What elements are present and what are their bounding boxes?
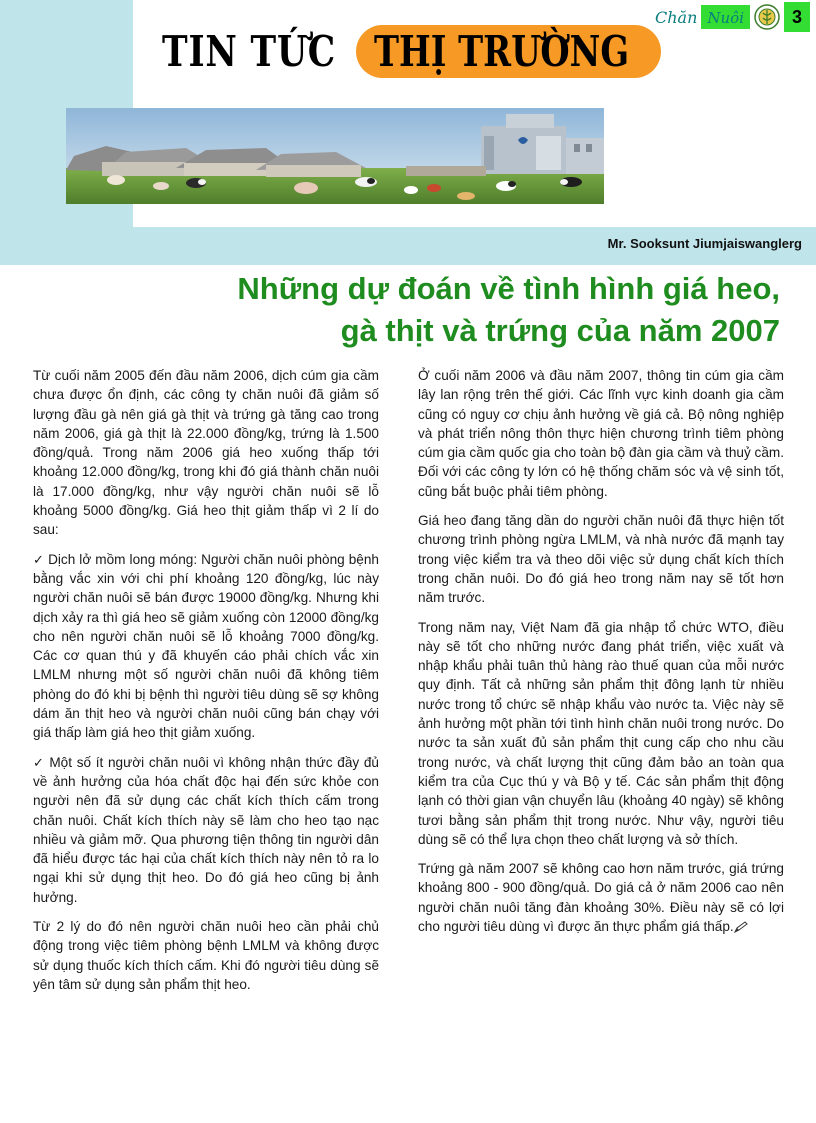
publication-brand [655, 2, 810, 32]
page-number: 3 [784, 2, 810, 32]
farm-illustration [66, 108, 604, 204]
bullet-text: Một số ít người chăn nuôi vì không nhận thức đầy đủ về ảnh hưởng của hóa chất độc hại đến sức khỏe con người nên đã sử dụng các chất kích thích cấm trong chăn nuôi. Chất kích thích này sẽ làm cho heo tạo nạc nhiều và giảm mỡ. Qua phương tiện thông tin người dân đã hiểu được tác hại của chất kích thích này nên tỏ ra lo ngại khi sử dụng thịt heo. Do đó giá heo cũng bị ảnh hưởng. [33, 754, 379, 905]
paragraph: Từ 2 lý do đó nên người chăn nuôi heo cần phải chủ động trong việc tiêm phòng bệnh LMLM và không được sử dụng thuốc kích thích cấm. Khi đó người tiêu dùng sẽ yên tâm sử dụng sản phẩm thịt heo. [33, 919, 379, 992]
paragraph: Từ cuối năm 2005 đến đầu năm 2006, dịch cúm gia cầm chưa được ổn định, các công ty chăn nuôi đã giảm số lượng đầu gà nên giá gà thịt và trứng gà tăng cao trong năm 2006, giá gà thịt là 22.000 đồng/kg, trứng là 1.500 đồng/quả. Trong năm 2006 giá heo xuống thấp tới khoảng 12.000 đồng/kg, trong khi đó giá thành chăn nuôi là 17.000 đồng/kg, như vậy người chăn nuôi sẽ lỗ khoảng 5000 đồng/kg. Giá heo thịt giảm thấp vì 2 lí do sau: [33, 368, 379, 538]
article-headline [120, 268, 780, 352]
article-column-right [418, 366, 784, 946]
paragraph: Trong năm nay, Việt Nam đã gia nhập tổ chức WTO, điều này sẽ tốt cho những nước đang phát triển, việc xuất và nhập khẩu phải tuân thủ hàng rào thuế quan của mỗi nước quy định. Tất cả những sản phẩm thịt đông lạnh từ nhiều nước trong tổ chức sẽ nhập khẩu vào nước ta. Việc này sẽ ảnh hưởng một phần tới tình hình chăn nuôi trong nước. Do nước ta sản xuất đủ sản phẩm thịt cung cấp cho nhu cầu trong nước, và chất lượng thịt cũng đảm bảo an toàn qua kiểm tra của Cục thú y và Bộ y tế. Các sản phẩm thịt động lạnh có thời gian vận chuyển lâu (khoảng 40 ngày) sẽ không tươi bằng sản phẩm thịt trong nước. Như vậy, người tiêu dùng sẽ có thể lựa chọn theo chất lượng và sở thích. [418, 619, 784, 847]
closing-text: Trứng gà năm 2007 sẽ không cao hơn năm trước, giá trứng khoảng 800 - 900 đồng/quả. Do giá cả ở năm 2006 cao nên người chăn nuôi tăng đàn khoảng 30%. Điều này sẽ có lợi cho người tiêu dùng vì được ăn thực phẩm giá thấp. [418, 861, 784, 935]
headline-line-1: Những dự đoán về tình hình giá heo, [237, 271, 780, 306]
checkmark-icon: ✓ [33, 754, 50, 770]
farm-photo [66, 108, 604, 204]
brand-word-2: Nuôi [701, 5, 750, 29]
paragraph: Ở cuối năm 2006 và đầu năm 2007, thông tin cúm gia cầm lây lan rộng trên thế giới. Các lĩnh vực kinh doanh gia cầm cũng có nguy cơ chịu ảnh hưởng về giá cả. Bộ nông nghiệp và phát triển nông thôn thực hiện chương trình tiêm phòng cúm gia cầm quốc gia cho toàn bộ đàn gia cầm và thuỷ cầm. Đối với các công ty lớn có hệ thống chăm sóc và vệ sinh tốt, cũng bắt buộc phải tiêm phòng. [418, 368, 784, 499]
brand-word-1: Chăn [654, 7, 698, 27]
headline-line-2: gà thịt và trứng của năm 2007 [340, 313, 780, 348]
paragraph: Giá heo đang tăng dần do người chăn nuôi đã thực hiện tốt chương trình phòng ngừa LMLM, và nhà nước đã mạnh tay trong việc kiểm tra và theo dõi việc sử dụng chất kích thích trong chăn nuôi. Do đó giá heo trong năm nay sẽ tốt hơn năm trước. [418, 513, 784, 606]
paragraph [418, 859, 784, 936]
section-title-part2: THỊ TRƯỜNG [374, 26, 630, 76]
bullet-paragraph [33, 550, 379, 743]
article-column-left [33, 366, 379, 1004]
bullet-text: Dịch lở mồm long móng: Người chăn nuôi phòng bệnh bằng vắc xin với chi phí khoảng 120 đồng/kg, lúc này người chăn nuôi sẽ bán được 19000 đồng/kg. Nhưng khi dịch xảy ra thì giá heo sẽ giảm xuống còn 12000 đồng/kg cho nên người chăn nuôi sẽ lỗ khoảng 7000 đồng/kg. Các cơ quan thú y đã khuyến cáo phải chích vắc xin LMLM nhưng một số người chăn nuôi đã không tiêm phòng do đó khi bị bệnh thì người tiêu dùng sẽ sợ không dám ăn thịt heo và người chăn nuôi cũng bán chạy với giá thấp làm giá heo thịt giảm xuống. [33, 551, 379, 741]
pencil-icon [734, 921, 748, 933]
bullet-paragraph [33, 753, 379, 907]
company-logo-icon [754, 4, 780, 30]
checkmark-icon: ✓ [33, 551, 49, 567]
section-title [162, 16, 661, 86]
article-author: Mr. Sooksunt Jiumjaiswanglerg [607, 236, 802, 251]
section-title-part1: TIN TỨC [162, 26, 337, 76]
section-title-highlight [356, 25, 661, 78]
